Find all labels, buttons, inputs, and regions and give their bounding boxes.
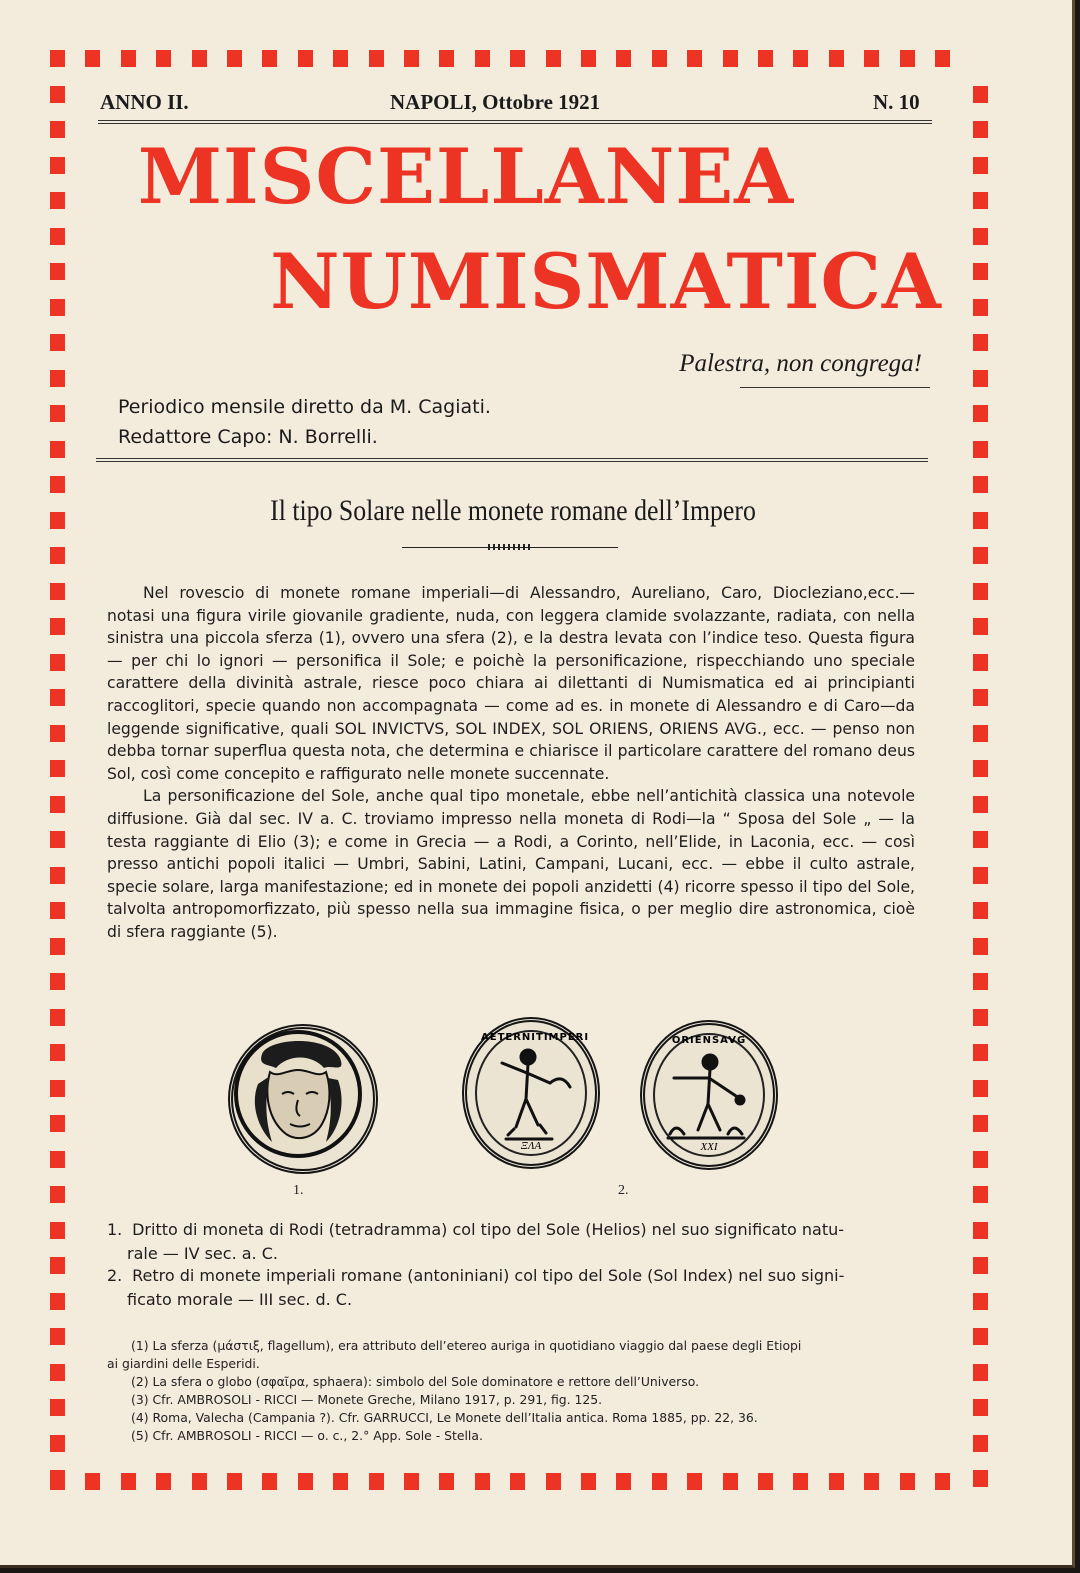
border-square xyxy=(973,334,988,351)
border-square xyxy=(616,1473,631,1490)
border-square xyxy=(973,654,988,671)
border-square xyxy=(50,654,65,671)
border-square xyxy=(973,1470,988,1487)
border-square xyxy=(935,1473,950,1490)
border-square xyxy=(687,50,702,67)
border-square xyxy=(758,50,773,67)
border-square xyxy=(829,1473,844,1490)
figure-label-2: 2. xyxy=(618,1183,629,1198)
footnotes xyxy=(107,1337,915,1445)
chief-editor-line: Redattore Capo: N. Borrelli. xyxy=(118,426,378,448)
border-square xyxy=(50,86,65,103)
border-square xyxy=(227,50,242,67)
border-square xyxy=(581,50,596,67)
footnote-1-continued: ai giardini delle Esperidi. xyxy=(107,1356,260,1371)
border-square xyxy=(546,1473,561,1490)
border-square xyxy=(50,476,65,493)
masthead-title-line2: NUMISMATICA xyxy=(270,237,942,326)
border-square xyxy=(50,1257,65,1274)
border-square xyxy=(973,1115,988,1132)
caption-2-number: 2. xyxy=(107,1266,123,1285)
border-square xyxy=(973,902,988,919)
border-square xyxy=(50,441,65,458)
caption-2-line2: ficato morale — III sec. d. C. xyxy=(127,1289,353,1309)
border-square xyxy=(50,1364,65,1381)
border-square xyxy=(758,1473,773,1490)
issue-year: ANNO II. xyxy=(100,90,189,114)
border-square xyxy=(50,1186,65,1203)
border-square xyxy=(973,973,988,990)
border-square xyxy=(50,938,65,955)
border-square xyxy=(121,50,136,67)
article-body xyxy=(107,582,915,944)
border-square xyxy=(723,1473,738,1490)
border-square xyxy=(404,50,419,67)
border-square xyxy=(156,50,171,67)
border-square xyxy=(50,618,65,635)
border-square xyxy=(973,1364,988,1381)
border-square xyxy=(50,796,65,813)
coin2-exergue: ΞΛΑ xyxy=(520,1140,542,1152)
border-square xyxy=(298,50,313,67)
border-square xyxy=(475,1473,490,1490)
caption-2-line1: Retro di monete imperiali romane (antoniniani) col tipo del Sole (Sol Index) nel suo signi- xyxy=(132,1266,845,1285)
footnote-4: (4) Roma, Valecha (Campania ?). Cfr. GARRUCCI, Le Monete dell’Italia antica. Roma 1885, pp. 22, 36. xyxy=(131,1410,758,1425)
border-square xyxy=(973,1222,988,1239)
border-square xyxy=(973,1257,988,1274)
border-square xyxy=(227,1473,242,1490)
border-square xyxy=(50,1328,65,1345)
border-square xyxy=(439,1473,454,1490)
editor-line: Periodico mensile diretto da M. Cagiati. xyxy=(118,396,491,418)
border-square xyxy=(973,1293,988,1310)
border-square xyxy=(935,50,950,67)
coin-aeternit-imperi xyxy=(462,1017,600,1169)
border-square xyxy=(973,86,988,103)
border-square xyxy=(900,1473,915,1490)
footnote-5: (5) Cfr. AMBROSOLI - RICCI — o. c., 2.° App. Sole - Stella. xyxy=(131,1428,483,1443)
border-square xyxy=(369,1473,384,1490)
border-square xyxy=(50,1293,65,1310)
border-square xyxy=(50,831,65,848)
header-rule xyxy=(98,120,932,124)
border-square xyxy=(900,50,915,67)
border-square xyxy=(50,334,65,351)
border-square xyxy=(546,50,561,67)
masthead-motto: Palestra, non congrega! xyxy=(679,350,922,377)
border-square xyxy=(50,1435,65,1452)
border-square xyxy=(973,1009,988,1026)
border-square xyxy=(369,50,384,67)
border-square xyxy=(50,1080,65,1097)
border-square xyxy=(439,50,454,67)
border-square xyxy=(50,973,65,990)
article-paragraph-2: La personificazione del Sole, anche qual tipo monetale, ebbe nell’antichità classica una notevole diffusione. Già dal sec. IV a. C. troviamo impresso nella moneta di Rodi—la “ Sposa del Sole „ — la testa raggiante di Elio (3); e come in Grecia — a Rodi, a Corinto, nell’Elide, in Laconia, ecc. — così presso antichi popoli italici — Umbri, Sabini, Latini, Campani, Lucani, ecc. — ebbe il culto astrale, specie solare, larga manifestazione; ed in monete dei popoli anzidetti (4) ricorre spesso il tipo del Sole, talvolta antropomorfizzato, più spesso nella sua immagine fisica, o per meglio dire astronomica, cioè di sfera raggiante (5). xyxy=(107,787,915,941)
border-square xyxy=(973,725,988,742)
border-square xyxy=(973,796,988,813)
border-square xyxy=(973,1328,988,1345)
border-square xyxy=(973,370,988,387)
border-square xyxy=(262,1473,277,1490)
footnote-2: (2) La sfera o globo (σφαῖρα, sphaera): simbolo del Sole dominatore e rettore dell’Universo. xyxy=(131,1374,700,1389)
border-square xyxy=(973,867,988,884)
border-square xyxy=(973,831,988,848)
border-square xyxy=(50,512,65,529)
border-square xyxy=(50,370,65,387)
helios-head-illustration xyxy=(228,1024,368,1164)
border-square xyxy=(973,1186,988,1203)
border-square xyxy=(50,1470,65,1487)
border-square xyxy=(687,1473,702,1490)
border-square xyxy=(50,725,65,742)
border-square xyxy=(50,902,65,919)
coin2-legend: AETERNITIMPERI xyxy=(481,1032,590,1043)
border-square xyxy=(510,50,525,67)
title-ornament-center xyxy=(488,544,532,550)
border-square xyxy=(333,50,348,67)
border-square xyxy=(50,1222,65,1239)
border-square xyxy=(723,50,738,67)
border-square xyxy=(652,1473,667,1490)
border-square xyxy=(973,1435,988,1452)
border-square xyxy=(864,1473,879,1490)
border-square xyxy=(121,1473,136,1490)
border-square xyxy=(192,50,207,67)
border-square xyxy=(973,689,988,706)
border-square xyxy=(156,1473,171,1490)
border-square xyxy=(262,50,277,67)
border-square xyxy=(973,512,988,529)
border-square xyxy=(616,50,631,67)
border-square xyxy=(973,618,988,635)
caption-1-line1: Dritto di moneta di Rodi (tetradramma) col tipo del Sole (Helios) nel suo significato natu- xyxy=(132,1220,845,1239)
border-square xyxy=(50,1009,65,1026)
border-square xyxy=(973,583,988,600)
border-square xyxy=(973,405,988,422)
border-square xyxy=(475,50,490,67)
article-paragraph-1: Nel rovescio di monete romane imperiali—di Alessandro, Aureliano, Caro, Diocleziano,ecc.— notasi una figura virile giovanile gradiente, nuda, con leggera clamide svolazzante, radiata, con nella sinistra una piccola sferza (1), ovvero una sfera (2), e la destra levata con l’indice teso. Questa figura — per chi lo ignori — personifica il Sole; e poichè la personificazione, rispecchiando uno speciale carattere della divinità astrale, riesce poco chiara ai dilettanti di Numismatica ed ai principianti raccoglitori, specie quando non accompagnata — come ad es. in monete di Alessandro e di Caro—da leggende significative, quali SOL INVICTVS, SOL INDEX, SOL ORIENS, ORIENS AVG., ecc. — penso non debba tornar superflua questa nota, che determina e chiarisce il particolare carattere del romano deus Sol, così come concepito e raffigurato nelle monete succennate. xyxy=(107,584,915,783)
border-square xyxy=(50,760,65,777)
border-square xyxy=(298,1473,313,1490)
border-square xyxy=(50,1044,65,1061)
caption-2 xyxy=(107,1264,913,1311)
border-square xyxy=(333,1473,348,1490)
coin-oriens-avg xyxy=(640,1020,778,1170)
border-square xyxy=(973,938,988,955)
border-square xyxy=(192,1473,207,1490)
coin3-legend: ORIENSAVG xyxy=(671,1035,747,1046)
issue-place-date: NAPOLI, Ottobre 1921 xyxy=(390,90,601,114)
masthead-title-line1: MISCELLANEA xyxy=(137,132,795,221)
border-square xyxy=(85,1473,100,1490)
masthead-rule xyxy=(96,458,928,462)
motto-underline xyxy=(740,387,930,388)
border-square xyxy=(973,1080,988,1097)
footnote-3: (3) Cfr. AMBROSOLI - RICCI — Monete Greche, Milano 1917, p. 291, fig. 125. xyxy=(131,1392,603,1407)
border-square xyxy=(973,1151,988,1168)
figure-label-1: 1. xyxy=(293,1183,304,1198)
coin-rhodes-helios xyxy=(228,1024,378,1174)
article-title: Il tipo Solare nelle monete romane dell’Impero xyxy=(270,494,756,527)
border-square xyxy=(50,1399,65,1416)
caption-1-line2: rale — IV sec. a. C. xyxy=(127,1243,278,1263)
border-square xyxy=(510,1473,525,1490)
border-square xyxy=(864,50,879,67)
border-square xyxy=(793,1473,808,1490)
footnote-1: (1) La sferza (μάστιξ, flagellum), era attributo dell’etereo auriga in quotidiano viaggio dal paese degli Etiopi xyxy=(131,1338,802,1353)
border-square xyxy=(973,441,988,458)
border-square xyxy=(973,476,988,493)
issue-number: N. 10 xyxy=(873,90,920,114)
border-square xyxy=(973,547,988,564)
border-square xyxy=(50,50,65,67)
border-square xyxy=(652,50,667,67)
border-square xyxy=(50,867,65,884)
border-square xyxy=(50,405,65,422)
border-square xyxy=(581,1473,596,1490)
border-square xyxy=(404,1473,419,1490)
border-square xyxy=(973,760,988,777)
coin3-exergue: XXI xyxy=(700,1141,718,1153)
border-square xyxy=(50,583,65,600)
border-square xyxy=(50,689,65,706)
border-square xyxy=(85,50,100,67)
caption-1-number: 1. xyxy=(107,1220,123,1239)
border-square xyxy=(50,547,65,564)
border-square xyxy=(50,1115,65,1132)
caption-1 xyxy=(107,1218,913,1265)
border-square xyxy=(973,1399,988,1416)
border-square xyxy=(973,1044,988,1061)
border-square xyxy=(793,50,808,67)
border-square xyxy=(829,50,844,67)
border-square xyxy=(50,1151,65,1168)
